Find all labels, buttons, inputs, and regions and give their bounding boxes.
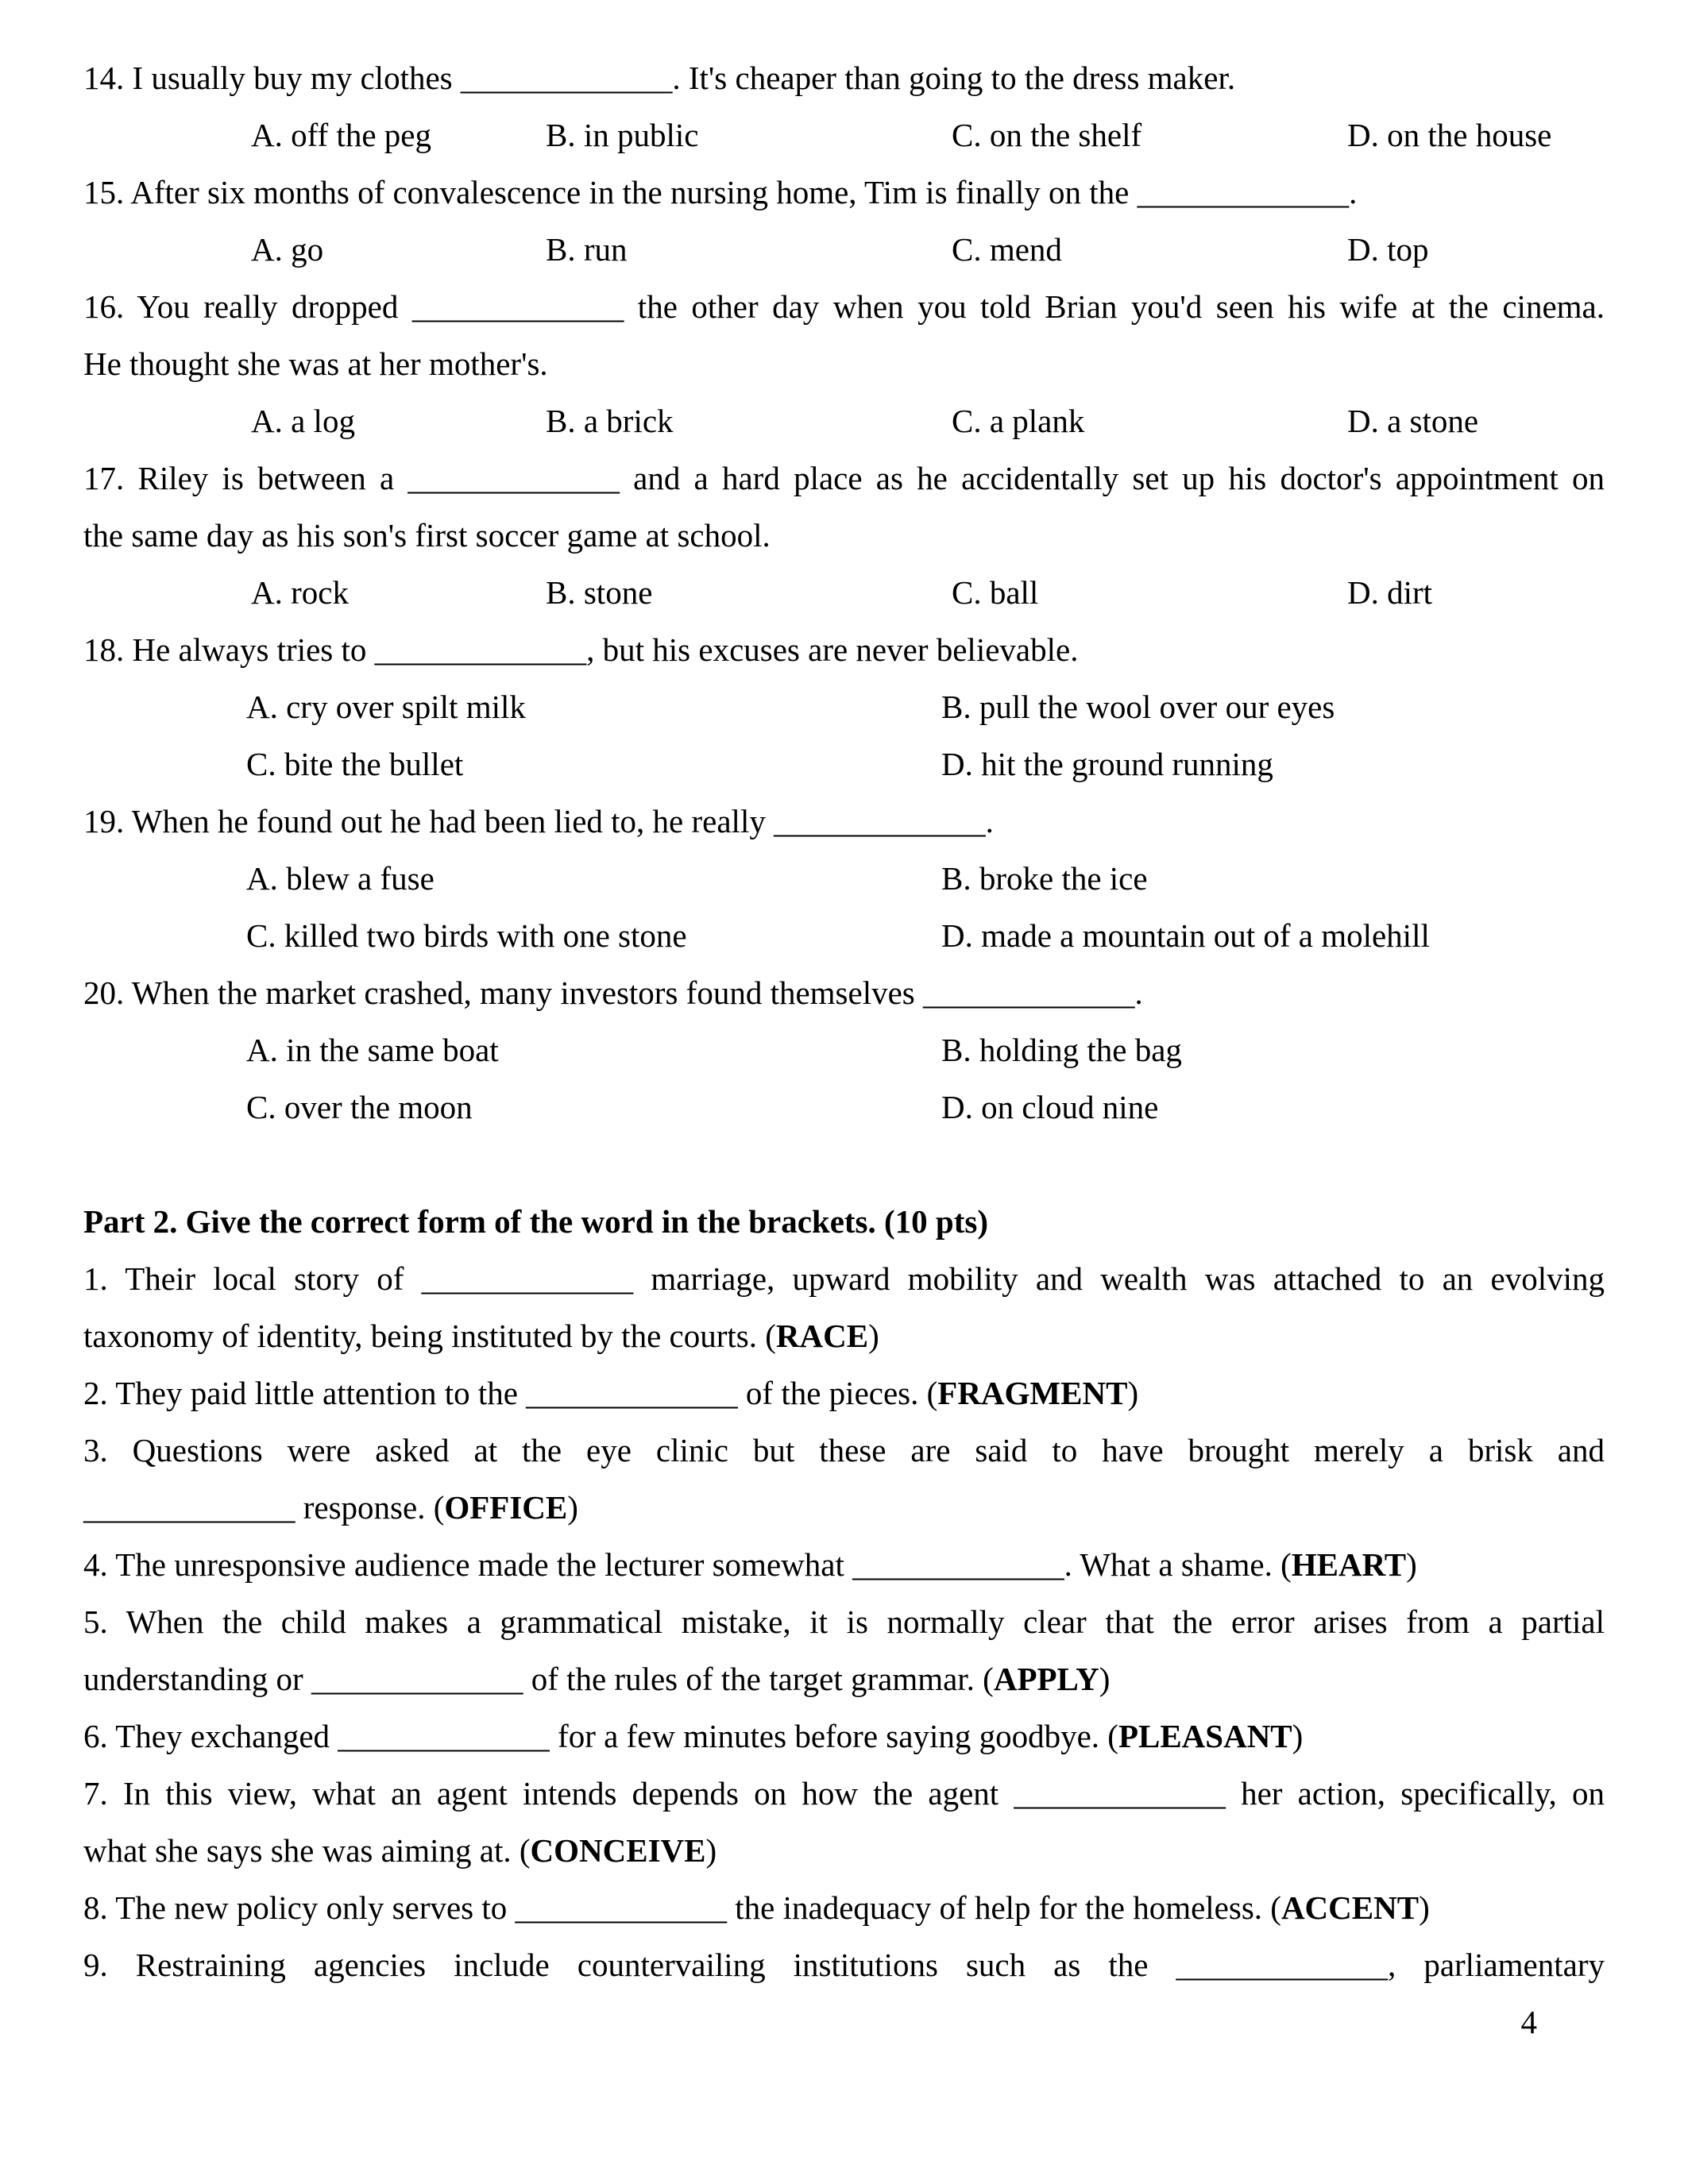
text-segment: 15. After six months of convalescence in the nursing home, Tim is finally on the _____________. [83,174,1358,210]
question-17-option-d: D. dirt [1347,574,1433,611]
part2-items [83,1250,1605,1993]
question-15 [83,164,1605,278]
text-segment: ) [1099,1661,1111,1697]
part2-item-3-line-1 [83,1422,1605,1479]
question-16-option-b: B. a brick [546,403,674,439]
question-17-option-c: C. ball [952,574,1039,611]
question-16-option-a: A. a log [251,403,355,439]
part2-item-2 [83,1364,1605,1422]
bracket-word: CONCEIVE [530,1832,706,1869]
question-16-option-c: C. a plank [952,403,1085,439]
part2-item-5-line-1 [83,1593,1605,1650]
text-segment: understanding or _____________ of the rules of the target grammar. ( [83,1661,994,1697]
text-segment: ) [1292,1718,1304,1754]
part2-heading: Part 2. Give the correct form of the word in the brackets. (10 pts) [83,1203,988,1240]
part2-item-7-line-1 [83,1765,1605,1822]
text-segment: 3. Questions were asked at the eye clinic but these are said to have brought merely a brisk and [83,1432,1605,1468]
question-14-option-c: C. on the shelf [952,117,1142,153]
text-segment: what she says she was aiming at. ( [83,1832,531,1869]
question-14-options-row-1 [83,106,1605,164]
text-segment: ) [705,1832,717,1869]
text-segment: He thought she was at her mother's. [83,345,548,382]
question-15-option-a: A. go [251,231,324,268]
question-19-line-1 [83,793,1605,850]
part2-item-4-line-1 [83,1536,1605,1593]
question-19-options-row-1 [83,850,1605,907]
question-14-option-d: D. on the house [1347,117,1552,153]
text-segment: 5. When the child makes a grammatical mistake, it is normally clear that the error arises from a partial [83,1603,1605,1640]
bracket-word: OFFICE [444,1489,568,1526]
question-17-option-b: B. stone [546,574,653,611]
part2-item-5-line-2 [83,1650,1605,1707]
text-segment: 14. I usually buy my clothes _____________. It's cheaper than going to the dress maker. [83,60,1236,96]
text-segment: 9. Restraining agencies include countervailing institutions such as the _____________, parliamentary [83,1947,1605,1983]
text-segment: taxonomy of identity, being instituted by the courts. ( [83,1318,776,1354]
text-segment: the same day as his son's first soccer game at school. [83,517,771,554]
part2-item-7 [83,1765,1605,1879]
question-15-line-1 [83,164,1605,221]
question-16-line-2 [83,335,1605,392]
part2-item-4 [83,1536,1605,1593]
question-19-options-row-2 [83,907,1605,964]
question-19 [83,793,1605,964]
text-segment: 18. He always tries to _____________, but his excuses are never believable. [83,631,1079,668]
part2-item-9 [83,1936,1605,1993]
question-19-option-d: D. made a mountain out of a molehill [941,917,1430,954]
question-20-option-d: D. on cloud nine [941,1089,1159,1125]
part2-item-1-line-1 [83,1250,1605,1307]
text-segment: 4. The unresponsive audience made the lecturer somewhat _____________. What a shame. ( [83,1546,1292,1583]
bracket-word: PLEASANT [1118,1718,1292,1754]
question-19-option-c: C. killed two birds with one stone [246,917,687,954]
question-15-option-b: B. run [546,231,628,268]
text-segment: _____________ response. ( [83,1489,445,1526]
question-20-options-row-1 [83,1021,1605,1078]
part2-item-9-line-1 [83,1936,1605,1993]
part2-item-3-line-2 [83,1479,1605,1536]
page-number: 4 [1520,2004,1537,2040]
question-17-options-row-1 [83,564,1605,621]
part1-section [83,49,1605,1136]
text-segment: 7. In this view, what an agent intends depends on how the agent _____________ her action, specifically, on [83,1775,1605,1812]
question-20 [83,964,1605,1136]
question-17-line-1 [83,450,1605,507]
part2-section [83,1193,1605,1993]
question-18-option-d: D. hit the ground running [941,746,1273,782]
question-16-option-d: D. a stone [1347,403,1479,439]
part2-item-1-line-2 [83,1307,1605,1364]
content-area [83,49,1605,1993]
text-segment: 1. Their local story of _____________ marriage, upward mobility and wealth was attached to an evolving [83,1260,1605,1297]
text-segment: 20. When the market crashed, many investors found themselves _____________. [83,974,1143,1011]
bracket-word: FRAGMENT [937,1375,1128,1411]
question-15-options-row-1 [83,221,1605,278]
question-17 [83,450,1605,621]
part2-item-2-line-1 [83,1364,1605,1422]
question-19-option-b: B. broke the ice [941,860,1148,897]
question-16-line-1 [83,278,1605,335]
bracket-word: APPLY [993,1661,1099,1697]
question-16 [83,278,1605,450]
part2-item-1 [83,1250,1605,1364]
question-18-options-row-1 [83,678,1605,735]
text-segment: 16. You really dropped _____________ the other day when you told Brian you'd seen his wife at the cinema. [83,288,1605,325]
part2-item-6 [83,1707,1605,1765]
question-20-option-c: C. over the moon [246,1089,473,1125]
question-18-options-row-2 [83,735,1605,793]
question-14-option-b: B. in public [546,117,699,153]
part2-item-3 [83,1422,1605,1536]
question-18-option-a: A. cry over spilt milk [246,689,526,725]
question-15-option-c: C. mend [952,231,1062,268]
question-14-option-a: A. off the peg [251,117,431,153]
bracket-word: RACE [775,1318,869,1354]
question-14 [83,49,1605,164]
part2-item-7-line-2 [83,1822,1605,1879]
text-segment: ) [1406,1546,1417,1583]
part2-item-8 [83,1879,1605,1936]
question-18-option-b: B. pull the wool over our eyes [941,689,1335,725]
question-18 [83,621,1605,793]
question-17-option-a: A. rock [251,574,349,611]
question-20-option-a: A. in the same boat [246,1032,499,1068]
text-segment: 8. The new policy only serves to _____________ the inadequacy of help for the homeless. ( [83,1889,1281,1926]
text-segment: 19. When he found out he had been lied to, he really _____________. [83,803,994,839]
part2-item-5 [83,1593,1605,1707]
bracket-word: HEART [1291,1546,1407,1583]
text-segment: ) [868,1318,879,1354]
part2-item-6-line-1 [83,1707,1605,1765]
question-20-options-row-2 [83,1078,1605,1136]
question-14-line-1 [83,49,1605,106]
question-19-option-a: A. blew a fuse [246,860,435,897]
text-segment: ) [1419,1889,1430,1926]
text-segment: ) [1127,1375,1139,1411]
question-17-line-2 [83,507,1605,564]
question-16-options-row-1 [83,392,1605,450]
part2-item-8-line-1 [83,1879,1605,1936]
text-segment: ) [567,1489,578,1526]
question-20-line-1 [83,964,1605,1021]
text-segment: 17. Riley is between a _____________ and a hard place as he accidentally set up his doctor's appointment on [83,460,1605,496]
question-15-option-d: D. top [1347,231,1429,268]
text-segment: 6. They exchanged _____________ for a few minutes before saying goodbye. ( [83,1718,1118,1754]
question-18-option-c: C. bite the bullet [246,746,464,782]
question-18-line-1 [83,621,1605,678]
bracket-word: ACCENT [1280,1889,1420,1926]
text-segment: 2. They paid little attention to the _____________ of the pieces. ( [83,1375,938,1411]
question-20-option-b: B. holding the bag [941,1032,1182,1068]
